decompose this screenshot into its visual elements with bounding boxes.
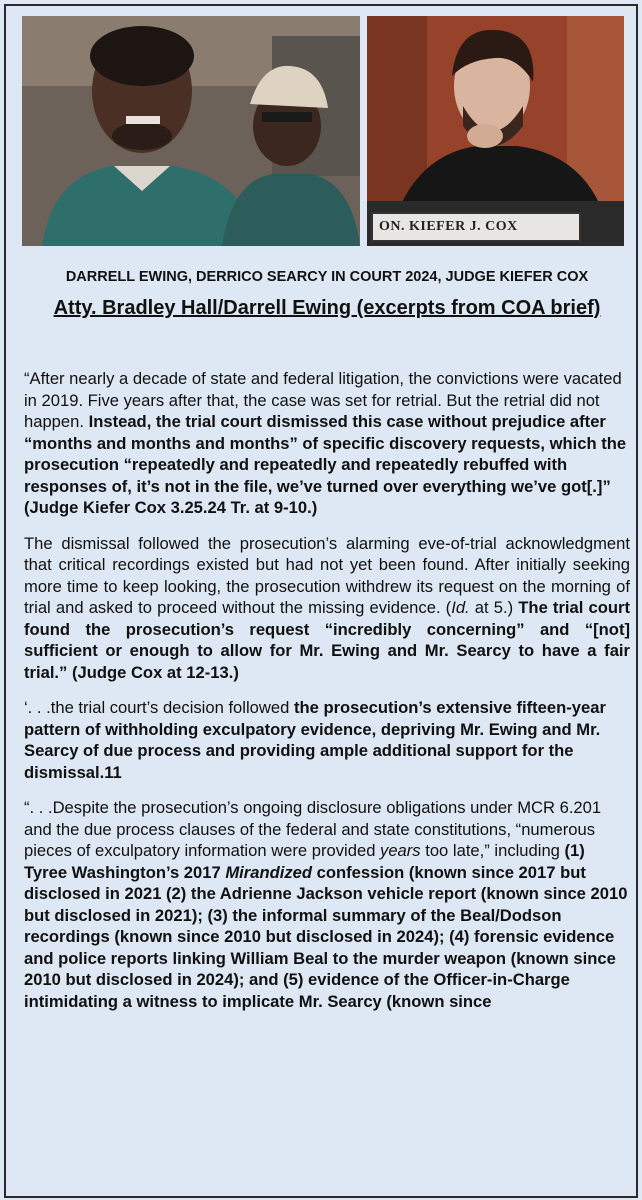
- photo-caption: DARRELL EWING, DERRICO SEARCY IN COURT 2024, JUDGE KIEFER COX: [65, 269, 589, 285]
- paragraph-2-italic: Id.: [451, 598, 470, 617]
- paragraph-4: [24, 797, 630, 1012]
- paragraph-2-bold: The trial court found the prosecution’s request “incredibly concerning” and “[not] sufficient or enough to allow for Mr. Ewing and Mr. Searcy to have a fair trial.” (Judge Cox at 12-13.): [24, 598, 630, 682]
- paragraph-1-text: “After nearly a decade of state and federal litigation, the convictions were vacated in 2019. Five years after that, the case was set for retrial. But the retrial did not happen.: [24, 369, 622, 431]
- paragraph-1-bold: Instead, the trial court dismissed this case without prejudice after “months and months and months” of specific discovery requests, which the prosecution “repeatedly and repeatedly and repeatedly rebuffed with responses of, it’s not in the file, we’ve turned over everything we’ve got[.]” (Judge Kiefer Cox 3.25.24 Tr. at 9-10.): [24, 412, 627, 517]
- paragraph-1: [24, 368, 630, 519]
- paragraph-4-text: “. . .Despite the prosecution’s ongoing disclosure obligations under MCR 6.201 and the due process clauses of the federal and state constitutions, “numerous pieces of exculpatory information were provided: [24, 798, 602, 860]
- judge-photo: [367, 16, 624, 246]
- document-frame: [4, 4, 638, 1198]
- defendants-photo: [22, 16, 360, 246]
- defendants-photo-art: [22, 16, 360, 246]
- paragraph-2: [24, 533, 630, 684]
- paragraph-3: [24, 697, 630, 783]
- article-body: [24, 368, 630, 1026]
- judge-name-plate: ON. KIEFER J. COX: [371, 212, 581, 242]
- paragraph-4-bold: (1) Tyree Washington’s 2017: [24, 841, 585, 882]
- paragraph-4-italic: years: [380, 841, 421, 860]
- paragraph-4-bold-2: confession (known since 2017 but disclosed in 2021 (2) the Adrienne Jackson vehicle report (known since 2010 but disclosed in 2021); (3) the informal summary of the Beal/Dodson recordings (known since 2010 but disclosed in 2024); (4) forensic evidence and police reports linking William Beal to the murder weapon (known since 2010 but disclosed in 2024); and (5) evidence of the Officer-in-Charge intimidating a witness to implicate Mr. Searcy (known since: [24, 862, 628, 1011]
- paragraph-3-bold: the prosecution’s extensive fifteen-year pattern of withholding exculpatory evidence, depriving Mr. Ewing and Mr. Searcy of due process and providing ample additional support for the dismissal.11: [24, 698, 606, 782]
- paragraph-2-text: The dismissal followed the prosecution’s alarming eve-of-trial acknowledgment that critical recordings existed but had not yet been found. After initially seeking more time to keep looking, the prosecution withdrew its request on the morning of trial and asked to proceed without the missing evidence. (: [24, 533, 630, 617]
- paragraph-2-text-2: at 5.): [469, 598, 519, 617]
- paragraph-4-text-2: too late,” including: [420, 841, 565, 860]
- paragraph-3-text: ‘. . .the trial court’s decision followed: [24, 698, 294, 717]
- paragraph-4-bold-italic: Mirandized: [225, 862, 313, 882]
- article-headline: Atty. Bradley Hall/Darrell Ewing (excerpts from COA brief): [53, 297, 601, 319]
- photo-row: [22, 16, 624, 246]
